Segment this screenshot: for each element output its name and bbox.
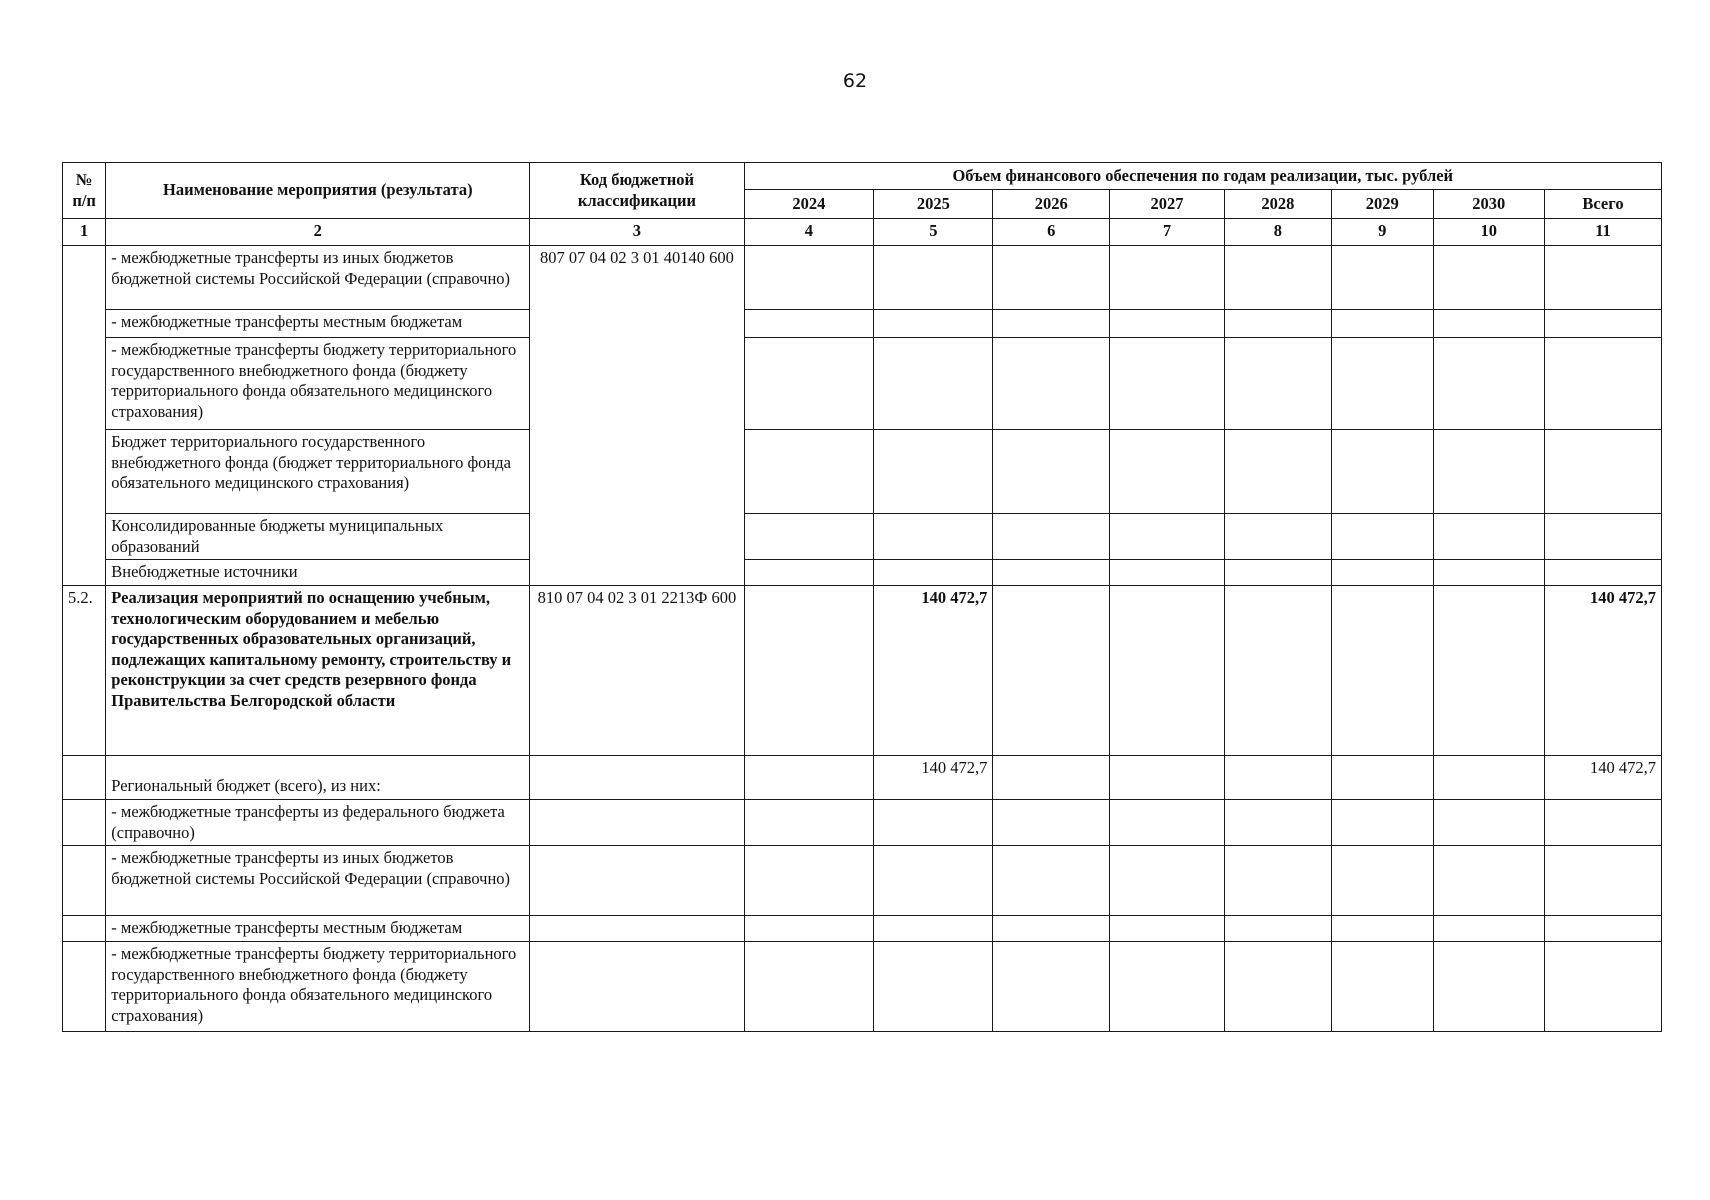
header-year-2026: 2026 — [993, 190, 1110, 219]
row-name: - межбюджетные трансферты из федерального бюджета (справочно) — [106, 799, 530, 845]
value-total: 140 472,7 — [1545, 755, 1662, 799]
page-number: 62 — [842, 70, 868, 92]
table-row — [63, 560, 1662, 586]
column-number: 7 — [1110, 219, 1225, 246]
table-row — [63, 246, 1662, 310]
header-year-2030: 2030 — [1433, 190, 1544, 219]
row-title: Реализация мероприятий по оснащению учебным, технологическим оборудованием и мебелью государственных образовательных организаций, подлежащих капитальному ремонту, строительству и реконструкции за счет средств резервного фонда Правительства Белгородской области — [106, 585, 530, 755]
table-row — [63, 799, 1662, 845]
header-year-2025: 2025 — [874, 190, 993, 219]
row-name: - межбюджетные трансферты местным бюджетам — [106, 310, 530, 338]
column-number: 5 — [874, 219, 993, 246]
row-name: - межбюджетные трансферты бюджету территориального государственного внебюджетного фонда (бюджету территориального фонда обязательного медицинского страхования) — [106, 338, 530, 430]
table-row — [63, 942, 1662, 1032]
column-number: 6 — [993, 219, 1110, 246]
header-year-2028: 2028 — [1224, 190, 1331, 219]
row-name: Бюджет территориального государственного внебюджетного фонда (бюджет территориального фонда обязательного медицинского страхования) — [106, 430, 530, 514]
column-number: 1 — [63, 219, 106, 246]
row-name: - межбюджетные трансферты из иных бюджетов бюджетной системы Российской Федерации (справочно) — [106, 846, 530, 916]
column-number: 11 — [1545, 219, 1662, 246]
table-row — [63, 430, 1662, 514]
header-funding: Объем финансового обеспечения по годам реализации, тыс. рублей — [744, 163, 1661, 190]
table-row — [63, 916, 1662, 942]
budget-code: 807 07 04 02 3 01 40140 600 — [530, 246, 744, 586]
value-2025: 140 472,7 — [874, 585, 993, 755]
column-number: 8 — [1224, 219, 1331, 246]
header-name: Наименование мероприятия (результата) — [106, 163, 530, 219]
row-name: - межбюджетные трансферты бюджету территориального государственного внебюджетного фонда (бюджету территориального фонда обязательного медицинского страхования) — [106, 942, 530, 1032]
column-number: 10 — [1433, 219, 1544, 246]
table-row — [63, 338, 1662, 430]
row-number: 5.2. — [63, 585, 106, 755]
row-name: - межбюджетные трансферты местным бюджетам — [106, 916, 530, 942]
value-total: 140 472,7 — [1545, 585, 1662, 755]
row-name: Региональный бюджет (всего), из них: — [106, 755, 530, 799]
header-code: Код бюджетной классификации — [530, 163, 744, 219]
row-name: Консолидированные бюджеты муниципальных образований — [106, 514, 530, 560]
row-name: Внебюджетные источники — [106, 560, 530, 586]
budget-code: 810 07 04 02 3 01 2213Ф 600 — [530, 585, 744, 755]
header-total: Всего — [1545, 190, 1662, 219]
header-year-2024: 2024 — [744, 190, 874, 219]
row-name: - межбюджетные трансферты из иных бюджетов бюджетной системы Российской Федерации (справочно) — [106, 246, 530, 310]
funding-table — [62, 162, 1662, 1032]
table-row — [63, 514, 1662, 560]
column-number: 3 — [530, 219, 744, 246]
table-row — [63, 755, 1662, 799]
column-number-row — [63, 219, 1662, 246]
value-2025: 140 472,7 — [874, 755, 993, 799]
column-number: 9 — [1331, 219, 1433, 246]
header-year-2029: 2029 — [1331, 190, 1433, 219]
header-year-2027: 2027 — [1110, 190, 1225, 219]
table-row — [63, 585, 1662, 755]
row-number-empty — [63, 246, 106, 586]
column-number: 2 — [106, 219, 530, 246]
header-number: № п/п — [63, 163, 106, 219]
table-row — [63, 846, 1662, 916]
column-number: 4 — [744, 219, 874, 246]
table-row — [63, 310, 1662, 338]
